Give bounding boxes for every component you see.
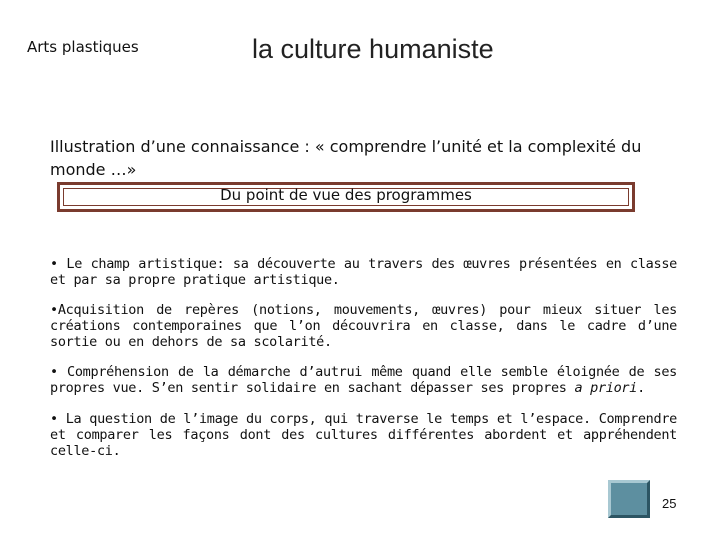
paragraph-text-end: . bbox=[637, 380, 645, 396]
paragraph-artistic-field: • Le champ artistique: sa découverte au travers des œuvres présentées en classe et par sa propre pratique artistique. bbox=[50, 256, 677, 288]
paragraph-understanding-others bbox=[50, 364, 677, 396]
programmes-box bbox=[57, 182, 635, 212]
page-number: 25 bbox=[662, 496, 677, 511]
intro-text: Illustration d’une connaissance : « comprendre l’unité et la complexité du monde …» bbox=[50, 137, 642, 179]
subject-label: Arts plastiques bbox=[27, 38, 139, 56]
paragraph-landmarks: •Acquisition de repères (notions, mouvements, œuvres) pour mieux situer les créations contemporaines que l’on découvrira en classe, dans le cadre d’une sortie ou en dehors de sa scolarité. bbox=[50, 302, 677, 350]
navigation-button-icon[interactable] bbox=[608, 480, 650, 518]
slide-title: la culture humaniste bbox=[252, 34, 494, 64]
paragraph-text: • Compréhension de la démarche d’autrui même quand elle semble éloignée de ses propres vue. S’en sentir solidaire en sachant dépasser ses propres bbox=[50, 364, 677, 396]
paragraph-body-image: • La question de l’image du corps, qui traverse le temps et l’espace. Comprendre et comparer les façons dont des cultures différentes abordent et appréhendent celle-ci. bbox=[50, 411, 677, 459]
programmes-box-label: Du point de vue des programmes bbox=[220, 186, 472, 204]
a-priori-emphasis: a priori bbox=[574, 380, 638, 396]
